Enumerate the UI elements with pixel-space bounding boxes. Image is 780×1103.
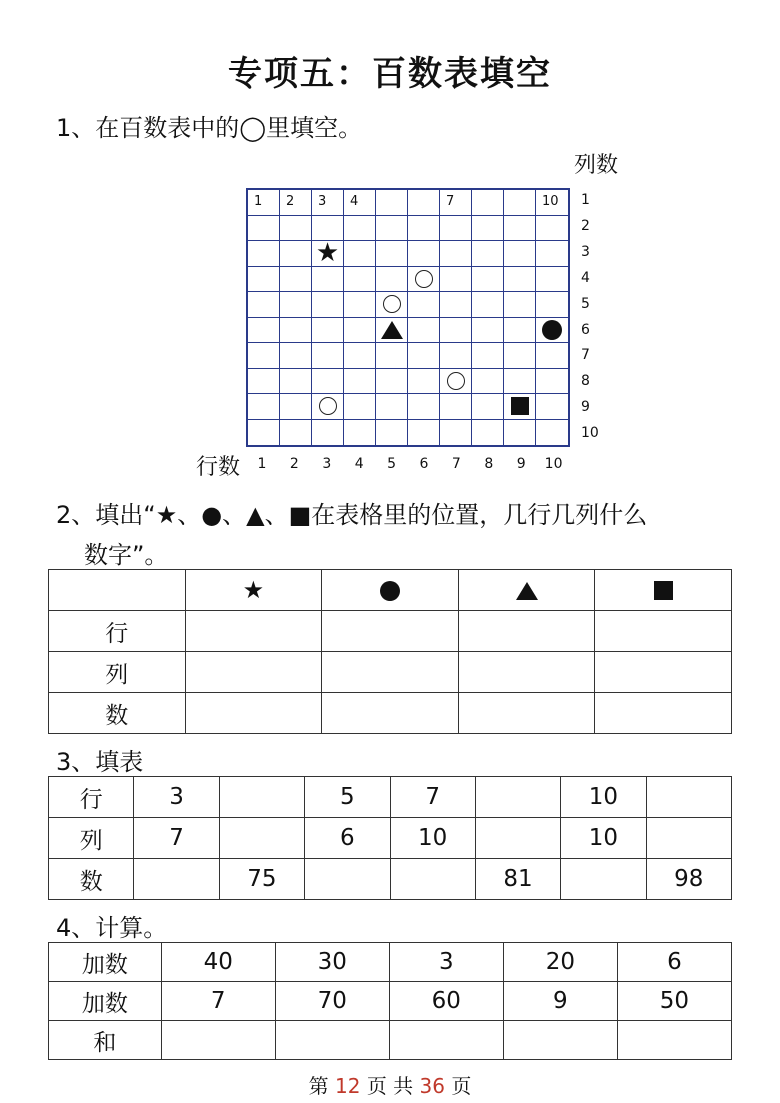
question-3: 3、填表 [56, 748, 144, 776]
answer-cell[interactable] [595, 693, 732, 734]
grid-cell [248, 318, 280, 344]
grid-cell [344, 292, 376, 318]
column-number: 8 [484, 456, 494, 472]
column-number: 10 [544, 456, 563, 472]
grid-cell [472, 318, 504, 344]
grid-cell [472, 267, 504, 293]
triangle-icon [381, 321, 403, 339]
grid-cell [344, 369, 376, 395]
grid-cell [536, 190, 568, 216]
page-footer [0, 1070, 780, 1099]
grid-cell [376, 369, 408, 395]
column-number: 9 [516, 456, 526, 472]
empty-circle-icon [383, 295, 401, 313]
answer-cell[interactable] [390, 859, 475, 900]
grid-cell [312, 190, 344, 216]
answer-cell[interactable] [134, 859, 219, 900]
grid-cell [248, 190, 280, 216]
value-cell: 98 [646, 859, 731, 900]
row-count-label: 行数 [196, 455, 241, 480]
row-number: 3 [581, 243, 590, 260]
hundred-chart-grid [246, 188, 570, 447]
row-header-cell: 数 [49, 859, 134, 900]
symbol-header-cell [595, 570, 732, 611]
grid-cell [312, 318, 344, 344]
answer-cell[interactable] [458, 693, 595, 734]
grid-cell [248, 292, 280, 318]
grid-cell [472, 190, 504, 216]
grid-cell [280, 369, 312, 395]
square-icon [511, 397, 529, 415]
value-cell: 10 [561, 818, 646, 859]
grid-cell [248, 343, 280, 369]
grid-cell [408, 318, 440, 344]
grid-top-number: 2 [286, 194, 295, 209]
row-header-cell: 列 [49, 818, 134, 859]
answer-cell[interactable] [595, 652, 732, 693]
value-cell: 75 [219, 859, 304, 900]
answer-cell[interactable] [185, 693, 322, 734]
footer-suffix: 页 [451, 1074, 472, 1098]
grid-cell [472, 369, 504, 395]
row-header-cell: 列 [49, 652, 186, 693]
empty-circle-icon [415, 270, 433, 288]
grid-cell [280, 292, 312, 318]
value-cell: 5 [305, 777, 390, 818]
grid-top-number: 1 [254, 194, 263, 209]
grid-cell [280, 241, 312, 267]
grid-cell [536, 343, 568, 369]
grid-cell [504, 241, 536, 267]
grid-cell [440, 343, 472, 369]
filled-circle-icon [542, 320, 562, 340]
row-header-cell: 加数 [49, 982, 162, 1021]
grid-cell [536, 420, 568, 446]
answer-cell[interactable] [185, 611, 322, 652]
grid-cell [536, 267, 568, 293]
question-1: 1、在百数表中的◯里填空。 [56, 114, 363, 142]
answer-cell[interactable] [389, 1021, 503, 1060]
answer-cell[interactable] [322, 611, 459, 652]
grid-cell [440, 190, 472, 216]
star-icon: ★ [242, 576, 265, 604]
grid-top-number: 4 [350, 194, 359, 209]
grid-cell [504, 420, 536, 446]
row-number: 7 [581, 347, 590, 364]
answer-cell[interactable] [219, 818, 304, 859]
grid-cell [312, 216, 344, 242]
triangle-icon [516, 582, 538, 600]
grid-cell [504, 190, 536, 216]
grid-cell [280, 190, 312, 216]
grid-cell [376, 267, 408, 293]
answer-cell[interactable] [185, 652, 322, 693]
grid-cell [280, 216, 312, 242]
grid-cell [312, 420, 344, 446]
grid-cell [376, 420, 408, 446]
grid-cell [504, 292, 536, 318]
answer-cell[interactable] [646, 818, 731, 859]
value-cell: 81 [475, 859, 560, 900]
grid-cell [504, 343, 536, 369]
column-number: 3 [322, 456, 332, 472]
grid-cell [280, 267, 312, 293]
footer-middle: 页 共 [366, 1074, 414, 1098]
value-cell: 10 [390, 818, 475, 859]
grid-cell [504, 369, 536, 395]
answer-cell[interactable] [617, 1021, 731, 1060]
grid-cell [504, 216, 536, 242]
empty-circle-icon [319, 397, 337, 415]
calculation-table [48, 942, 732, 1060]
grid-cell [248, 241, 280, 267]
grid-cell [536, 241, 568, 267]
row-number: 10 [581, 425, 599, 442]
symbol-header-cell [185, 570, 322, 611]
row-header-cell: 行 [49, 777, 134, 818]
value-cell: 30 [275, 943, 389, 982]
value-cell: 3 [389, 943, 503, 982]
answer-cell[interactable] [646, 777, 731, 818]
answer-cell[interactable] [161, 1021, 275, 1060]
grid-cell [280, 343, 312, 369]
value-cell: 20 [503, 943, 617, 982]
column-number: 1 [257, 456, 267, 472]
row-number: 6 [581, 321, 590, 338]
square-icon [654, 581, 673, 600]
grid-top-number: 7 [446, 194, 455, 209]
value-cell: 40 [161, 943, 275, 982]
grid-cell [472, 216, 504, 242]
value-cell: 6 [305, 818, 390, 859]
grid-cell [376, 394, 408, 420]
grid-cell [472, 394, 504, 420]
answer-cell[interactable] [503, 1021, 617, 1060]
grid-cell [408, 394, 440, 420]
answer-cell[interactable] [305, 859, 390, 900]
grid-cell [440, 394, 472, 420]
grid-cell [344, 343, 376, 369]
row-number: 1 [581, 192, 590, 208]
grid-cell [312, 292, 344, 318]
column-number: 6 [419, 456, 429, 472]
grid-cell [344, 267, 376, 293]
row-header-cell: 加数 [49, 943, 162, 982]
answer-cell[interactable] [322, 693, 459, 734]
grid-cell [376, 292, 408, 318]
grid-cell [248, 394, 280, 420]
symbol-header-cell [322, 570, 459, 611]
grid-cell [440, 318, 472, 344]
grid-cell [280, 394, 312, 420]
value-cell: 9 [503, 982, 617, 1021]
grid-top-number: 3 [318, 194, 327, 209]
grid-cell [376, 241, 408, 267]
value-cell: 70 [275, 982, 389, 1021]
answer-cell[interactable] [219, 777, 304, 818]
answer-cell[interactable] [475, 818, 560, 859]
column-number: 7 [451, 456, 461, 472]
grid-cell [536, 318, 568, 344]
grid-cell [440, 216, 472, 242]
answer-cell[interactable] [595, 611, 732, 652]
fill-table [48, 776, 732, 900]
question-2-line-1: 2、填出“★、●、▲、■在表格里的位置，几行几列什么 [56, 501, 648, 529]
grid-cell [472, 343, 504, 369]
grid-cell [504, 318, 536, 344]
grid-cell [440, 369, 472, 395]
row-number: 9 [581, 399, 590, 416]
grid-cell [344, 318, 376, 344]
grid-cell [248, 369, 280, 395]
grid-cell [408, 343, 440, 369]
header-blank-cell [49, 570, 186, 611]
grid-cell [408, 267, 440, 293]
grid-cell [440, 241, 472, 267]
page-title: 专项五：百数表填空 [228, 54, 552, 94]
empty-circle-icon [447, 372, 465, 390]
row-header-cell: 数 [49, 693, 186, 734]
grid-cell [344, 420, 376, 446]
row-header-cell: 行 [49, 611, 186, 652]
grid-cell [312, 267, 344, 293]
grid-cell [344, 190, 376, 216]
grid-cell [536, 292, 568, 318]
grid-cell [440, 267, 472, 293]
grid-cell [408, 216, 440, 242]
total-page-number: 36 [419, 1074, 445, 1098]
value-cell: 7 [161, 982, 275, 1021]
answer-cell[interactable] [475, 777, 560, 818]
value-cell: 6 [617, 943, 731, 982]
grid-cell [344, 241, 376, 267]
answer-cell[interactable] [322, 652, 459, 693]
grid-cell [536, 369, 568, 395]
grid-cell [408, 190, 440, 216]
column-number: 2 [289, 456, 299, 472]
grid-cell [440, 420, 472, 446]
grid-cell [408, 292, 440, 318]
grid-cell [280, 420, 312, 446]
grid-cell [472, 420, 504, 446]
grid-cell [440, 292, 472, 318]
grid-cell [408, 241, 440, 267]
current-page-number: 12 [335, 1074, 361, 1098]
grid-cell [376, 216, 408, 242]
row-number: 4 [581, 269, 590, 286]
grid-top-number: 10 [542, 194, 559, 209]
answer-cell[interactable] [458, 611, 595, 652]
row-number: 2 [581, 217, 590, 234]
column-number: 4 [354, 456, 364, 472]
grid-cell [312, 369, 344, 395]
grid-cell [536, 394, 568, 420]
row-number: 8 [581, 373, 590, 390]
answer-cell[interactable] [458, 652, 595, 693]
grid-cell [312, 238, 344, 269]
grid-cell [248, 420, 280, 446]
grid-cell [344, 216, 376, 242]
value-cell: 7 [134, 818, 219, 859]
footer-prefix: 第 [308, 1074, 329, 1098]
filled-circle-icon [380, 581, 400, 601]
question-4: 4、计算。 [56, 914, 168, 942]
grid-cell [376, 343, 408, 369]
grid-cell [472, 292, 504, 318]
value-cell: 3 [134, 777, 219, 818]
grid-cell [408, 369, 440, 395]
value-cell: 60 [389, 982, 503, 1021]
grid-cell [312, 343, 344, 369]
grid-cell [536, 216, 568, 242]
grid-cell [312, 394, 344, 420]
grid-cell [408, 420, 440, 446]
symbol-position-table [48, 569, 732, 734]
grid-cell [248, 267, 280, 293]
star-icon: ★ [315, 238, 340, 269]
column-count-label: 列数 [574, 153, 619, 178]
grid-cell [472, 241, 504, 267]
grid-cell [280, 318, 312, 344]
value-cell: 50 [617, 982, 731, 1021]
row-number: 5 [581, 295, 590, 312]
grid-cell [376, 318, 408, 344]
grid-cell [504, 394, 536, 420]
question-2-line-2: 数字”。 [84, 541, 169, 569]
answer-cell[interactable] [561, 859, 646, 900]
symbol-header-cell [458, 570, 595, 611]
value-cell: 10 [561, 777, 646, 818]
grid-cell [504, 267, 536, 293]
grid-cell [376, 190, 408, 216]
grid-cell [248, 216, 280, 242]
row-header-cell: 和 [49, 1021, 162, 1060]
grid-cell [344, 394, 376, 420]
value-cell: 7 [390, 777, 475, 818]
answer-cell[interactable] [275, 1021, 389, 1060]
column-number: 5 [387, 456, 397, 472]
